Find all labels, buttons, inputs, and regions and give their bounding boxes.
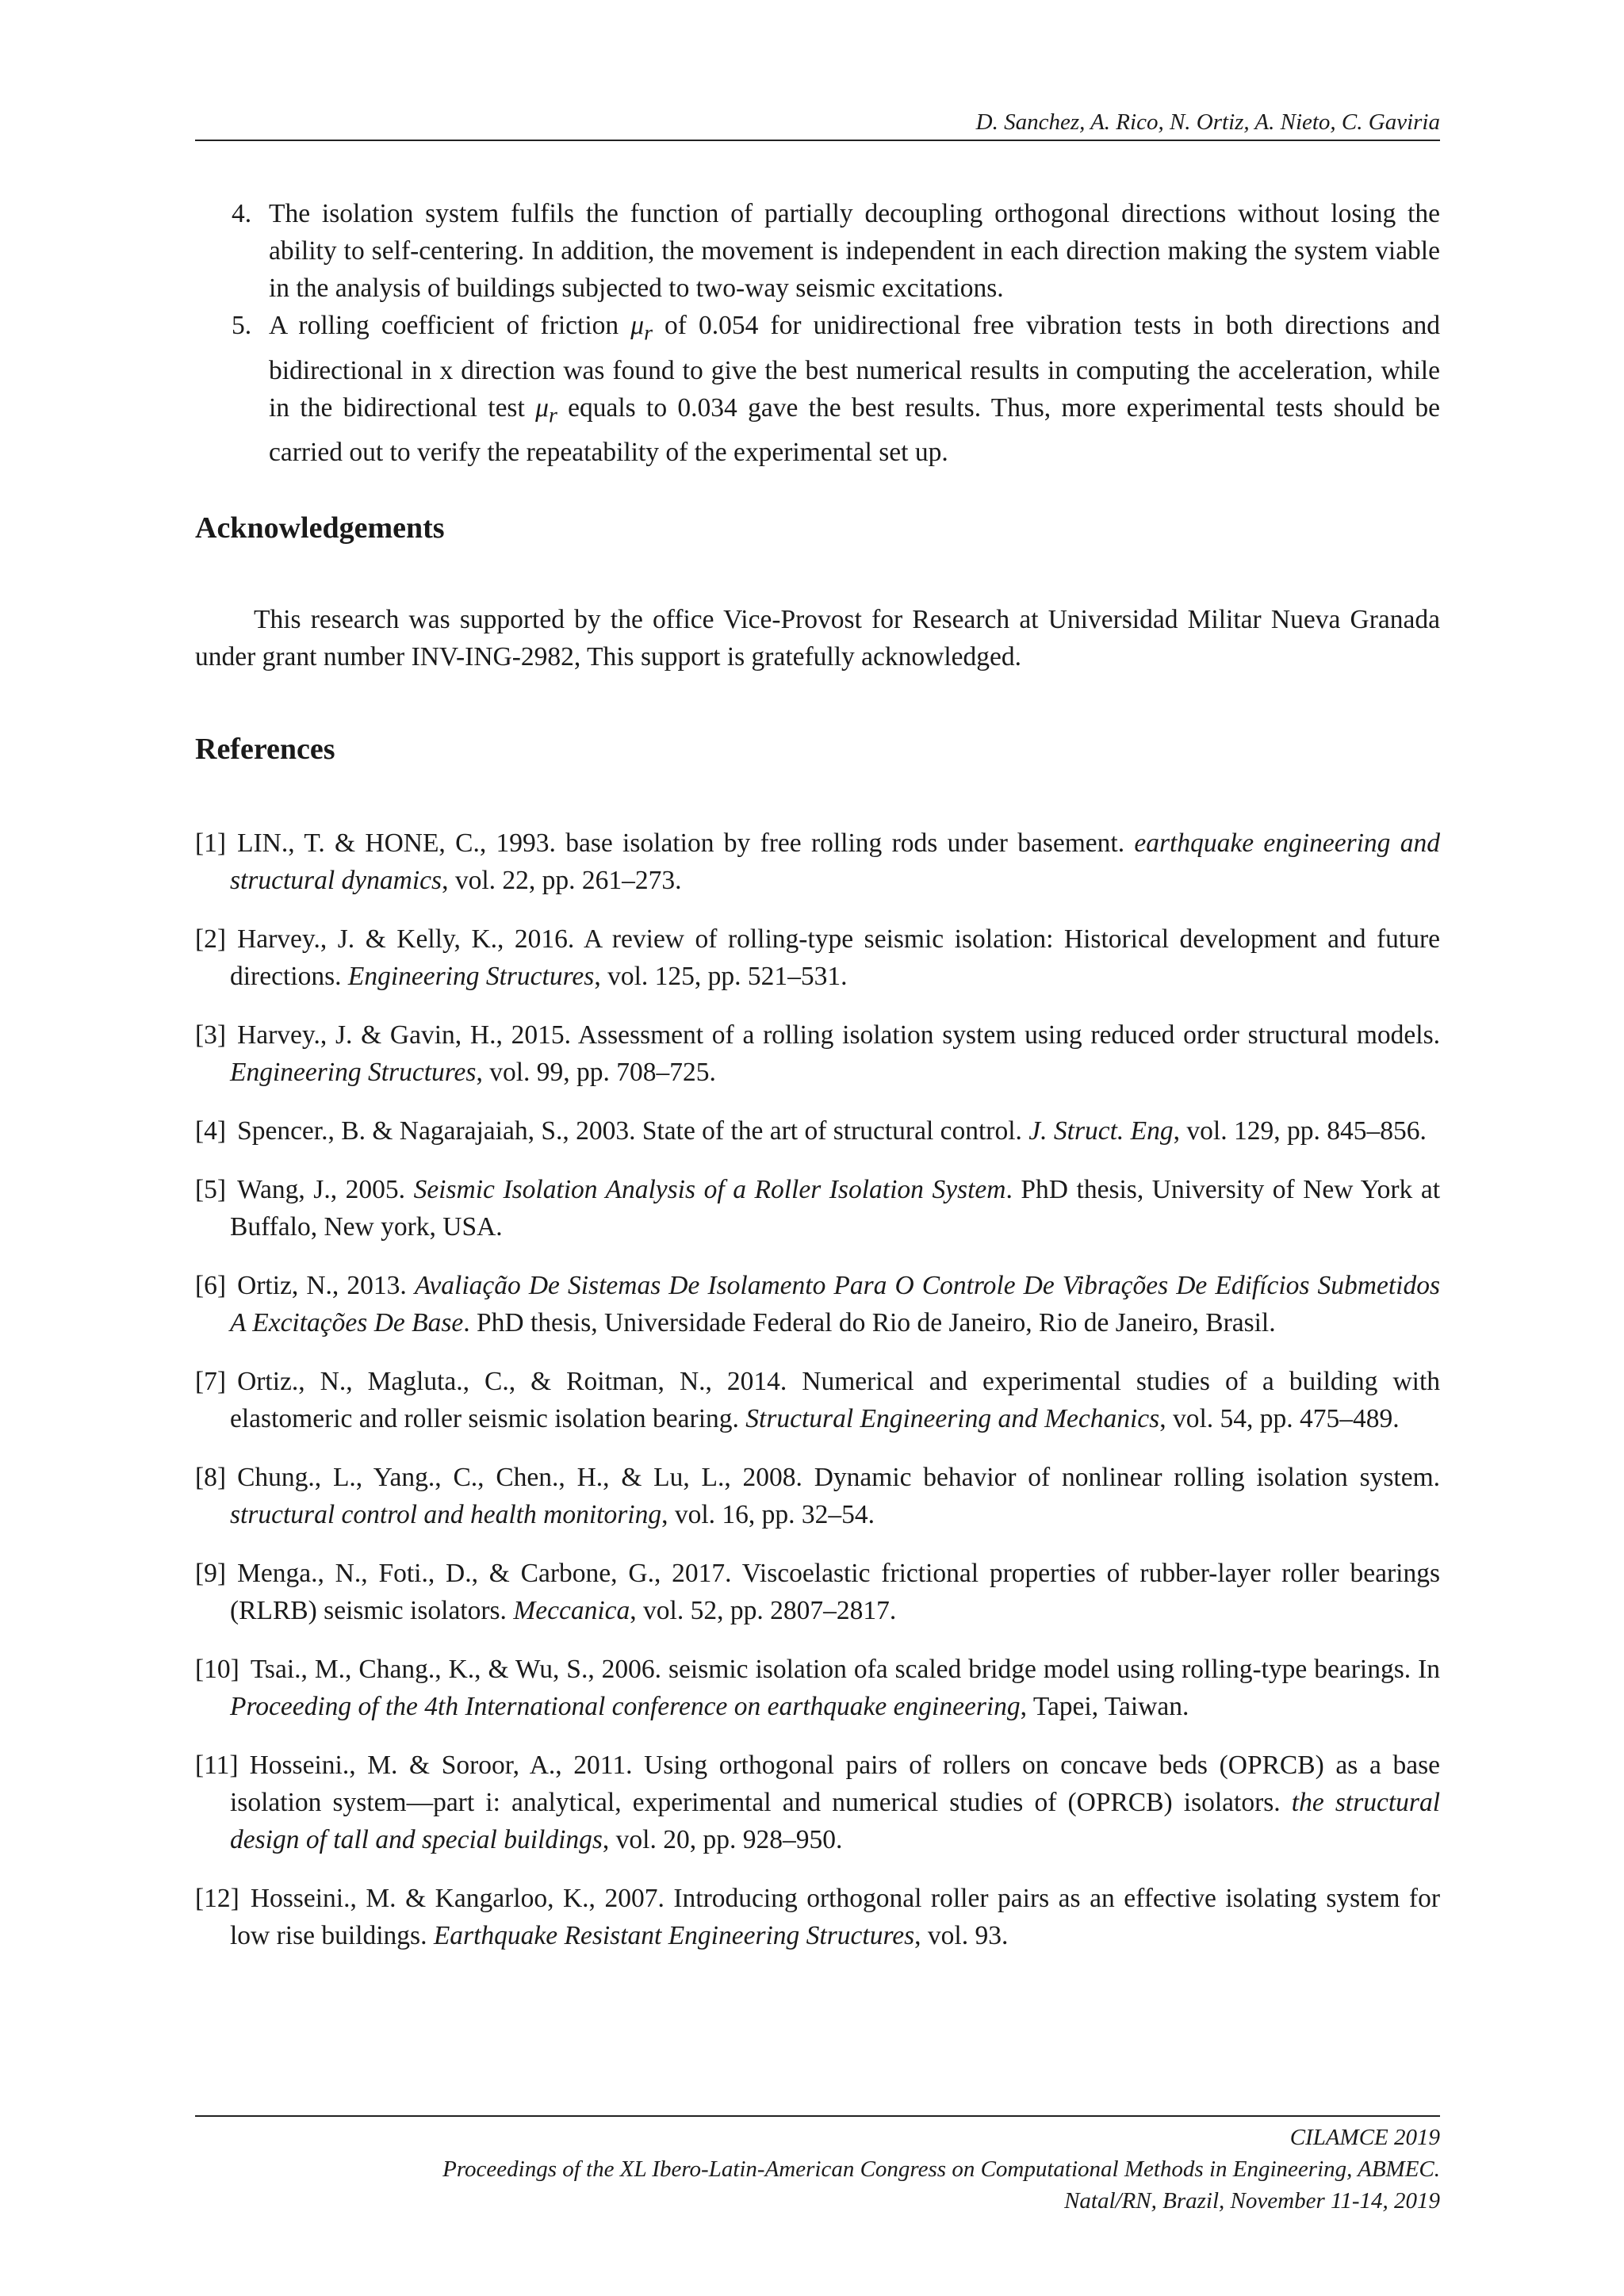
reference-number: [1] bbox=[195, 828, 227, 858]
reference-source: the structural design of tall and special buildings bbox=[230, 1788, 1440, 1854]
footer-rule bbox=[195, 2115, 1440, 2117]
reference-number: [8] bbox=[195, 1463, 227, 1492]
reference-text: Hosseini., M. & Kangarloo, K., 2007. Introducing orthogonal roller pairs as an effective isolating system for low rise buildings. bbox=[230, 1884, 1440, 1950]
reference-details: , vol. 99, pp. 708–725. bbox=[476, 1058, 716, 1087]
acknowledgements-body: This research was supported by the office Vice-Provost for Research at Universidad Militar Nueva Granada under grant number INV-ING-2982, This support is gratefully acknowledged. bbox=[195, 605, 1440, 672]
reference-source: J. Struct. Eng bbox=[1028, 1116, 1174, 1146]
reference-item bbox=[195, 1747, 1440, 1858]
header-rule bbox=[195, 140, 1440, 141]
reference-text: Hosseini., M. & Soroor, A., 2011. Using orthogonal pairs of rollers on concave beds (OPRCB) as a base isolation system—part i: analytical, experimental and numerical studies of (OPRCB) isolators. bbox=[230, 1751, 1440, 1817]
reference-item bbox=[195, 1363, 1440, 1437]
reference-source: Meccanica bbox=[513, 1596, 630, 1625]
reference-item bbox=[195, 1651, 1440, 1725]
reference-source: Seismic Isolation Analysis of a Roller Isolation System bbox=[413, 1175, 1006, 1204]
reference-details: , vol. 52, pp. 2807–2817. bbox=[630, 1596, 897, 1625]
conclusions-list bbox=[195, 195, 1440, 471]
references-heading: References bbox=[195, 733, 335, 766]
reference-number: [7] bbox=[195, 1367, 227, 1396]
reference-details: , vol. 125, pp. 521–531. bbox=[594, 962, 848, 991]
reference-source: structural control and health monitoring bbox=[230, 1500, 662, 1529]
reference-text: Wang, J., 2005. bbox=[237, 1175, 414, 1204]
reference-details: , vol. 22, pp. 261–273. bbox=[442, 866, 682, 895]
reference-number: [2] bbox=[195, 924, 227, 954]
running-header-authors: D. Sanchez, A. Rico, N. Ortiz, A. Nieto, C. Gaviria bbox=[975, 109, 1440, 135]
reference-details: , vol. 129, pp. 845–856. bbox=[1173, 1116, 1427, 1146]
reference-details: , Tapei, Taiwan. bbox=[1020, 1692, 1189, 1721]
reference-number: [6] bbox=[195, 1271, 227, 1300]
reference-number: [5] bbox=[195, 1175, 227, 1204]
reference-source: Structural Engineering and Mechanics bbox=[745, 1404, 1160, 1433]
reference-source: Engineering Structures bbox=[230, 1058, 477, 1087]
reference-item bbox=[195, 825, 1440, 899]
reference-text: Menga., N., Foti., D., & Carbone, G., 2017. Viscoelastic frictional properties of rubber-layer roller bearings (RLRB) seismic isolators. bbox=[230, 1559, 1440, 1625]
reference-text: Ortiz., N., Magluta., C., & Roitman, N., 2014. Numerical and experimental studies of a building with elastomeric and roller seismic isolation bearing. bbox=[230, 1367, 1440, 1433]
reference-item bbox=[195, 1555, 1440, 1629]
footer-conference: CILAMCE 2019 bbox=[1289, 2125, 1440, 2150]
reference-text: Spencer., B. & Nagarajaiah, S., 2003. State of the art of structural control. bbox=[237, 1116, 1029, 1146]
reference-number: [9] bbox=[195, 1559, 227, 1588]
footer-proceedings: Proceedings of the XL Ibero-Latin-American Congress on Computational Methods in Engineering, ABMEC. bbox=[442, 2156, 1440, 2182]
reference-source: Earthquake Resistant Engineering Structures bbox=[433, 1921, 915, 1950]
reference-text: Harvey., J. & Kelly, K., 2016. A review of rolling-type seismic isolation: Historical development and future directions. bbox=[230, 924, 1440, 991]
reference-item bbox=[195, 1459, 1440, 1533]
reference-details: , vol. 20, pp. 928–950. bbox=[602, 1825, 843, 1854]
reference-item bbox=[195, 920, 1440, 995]
friction-symbol: μ bbox=[535, 392, 549, 423]
reference-details: , vol. 16, pp. 32–54. bbox=[661, 1500, 875, 1529]
reference-text: LIN., T. & HONE, C., 1993. base isolation by free rolling rods under basement. bbox=[237, 828, 1135, 858]
conclusion-number: 4. bbox=[232, 199, 252, 228]
friction-subscript: r bbox=[548, 403, 557, 428]
reference-text: Harvey., J. & Gavin, H., 2015. Assessment of a rolling isolation system using reduced order structural models. bbox=[237, 1020, 1440, 1050]
conclusion-text: equals to 0.034 gave the best results. Thus, more experimental tests should be carried out to verify the repeatability of the experimental set up. bbox=[269, 392, 1440, 468]
reference-source: Avaliação De Sistemas De Isolamento Para O Controle De Vibrações De Edifícios Submetidos A Excitações De Base bbox=[230, 1271, 1440, 1337]
reference-source: Engineering Structures bbox=[347, 962, 595, 991]
friction-symbol: μ bbox=[630, 311, 645, 340]
conclusion-item bbox=[195, 195, 1440, 307]
reference-text: Tsai., M., Chang., K., & Wu, S., 2006. seismic isolation ofa scaled bridge model using rolling-type bearings. In bbox=[250, 1655, 1440, 1684]
reference-text: Ortiz, N., 2013. bbox=[237, 1271, 415, 1300]
reference-item bbox=[195, 1112, 1440, 1150]
reference-details: . PhD thesis, Universidade Federal do Rio de Janeiro, Rio de Janeiro, Brasil. bbox=[463, 1308, 1276, 1337]
reference-details: . PhD thesis, University of New York at Buffalo, New york, USA. bbox=[230, 1175, 1440, 1242]
footer-location: Natal/RN, Brazil, November 11-14, 2019 bbox=[1064, 2188, 1440, 2214]
reference-text: Chung., L., Yang., C., Chen., H., & Lu, L., 2008. Dynamic behavior of nonlinear rolling isolation system. bbox=[237, 1463, 1440, 1492]
conclusion-number: 5. bbox=[232, 311, 252, 340]
conclusion-text: of 0.054 for unidirectional free vibration tests in both directions and bidirectional in x direction was found to give the best numerical results in computing the acceleration, while in the bidirectional test bbox=[269, 311, 1440, 423]
reference-number: [10] bbox=[195, 1655, 239, 1684]
reference-item bbox=[195, 1880, 1440, 1954]
reference-item bbox=[195, 1267, 1440, 1341]
reference-number: [3] bbox=[195, 1020, 227, 1050]
conclusion-text: A rolling coefficient of friction bbox=[269, 311, 631, 340]
conclusion-item bbox=[195, 307, 1440, 471]
reference-source: earthquake engineering and structural dynamics bbox=[230, 828, 1441, 895]
reference-source: Proceeding of the 4th International conference on earthquake engineering bbox=[230, 1692, 1021, 1721]
reference-details: , vol. 93. bbox=[914, 1921, 1009, 1950]
references-list bbox=[195, 825, 1440, 1976]
reference-number: [4] bbox=[195, 1116, 227, 1146]
acknowledgements-heading: Acknowledgements bbox=[195, 511, 445, 545]
friction-subscript: r bbox=[644, 320, 653, 346]
reference-details: , vol. 54, pp. 475–489. bbox=[1159, 1404, 1400, 1433]
reference-item bbox=[195, 1016, 1440, 1091]
conclusion-text: The isolation system fulfils the function of partially decoupling orthogonal directions without losing the ability to self-centering. In addition, the movement is independent in each direction making the system viable in the analysis of buildings subjected to two-way seismic excitations. bbox=[269, 199, 1440, 303]
reference-number: [11] bbox=[195, 1751, 239, 1780]
page-footer bbox=[442, 2122, 1440, 2217]
reference-number: [12] bbox=[195, 1884, 239, 1913]
reference-item bbox=[195, 1171, 1440, 1246]
